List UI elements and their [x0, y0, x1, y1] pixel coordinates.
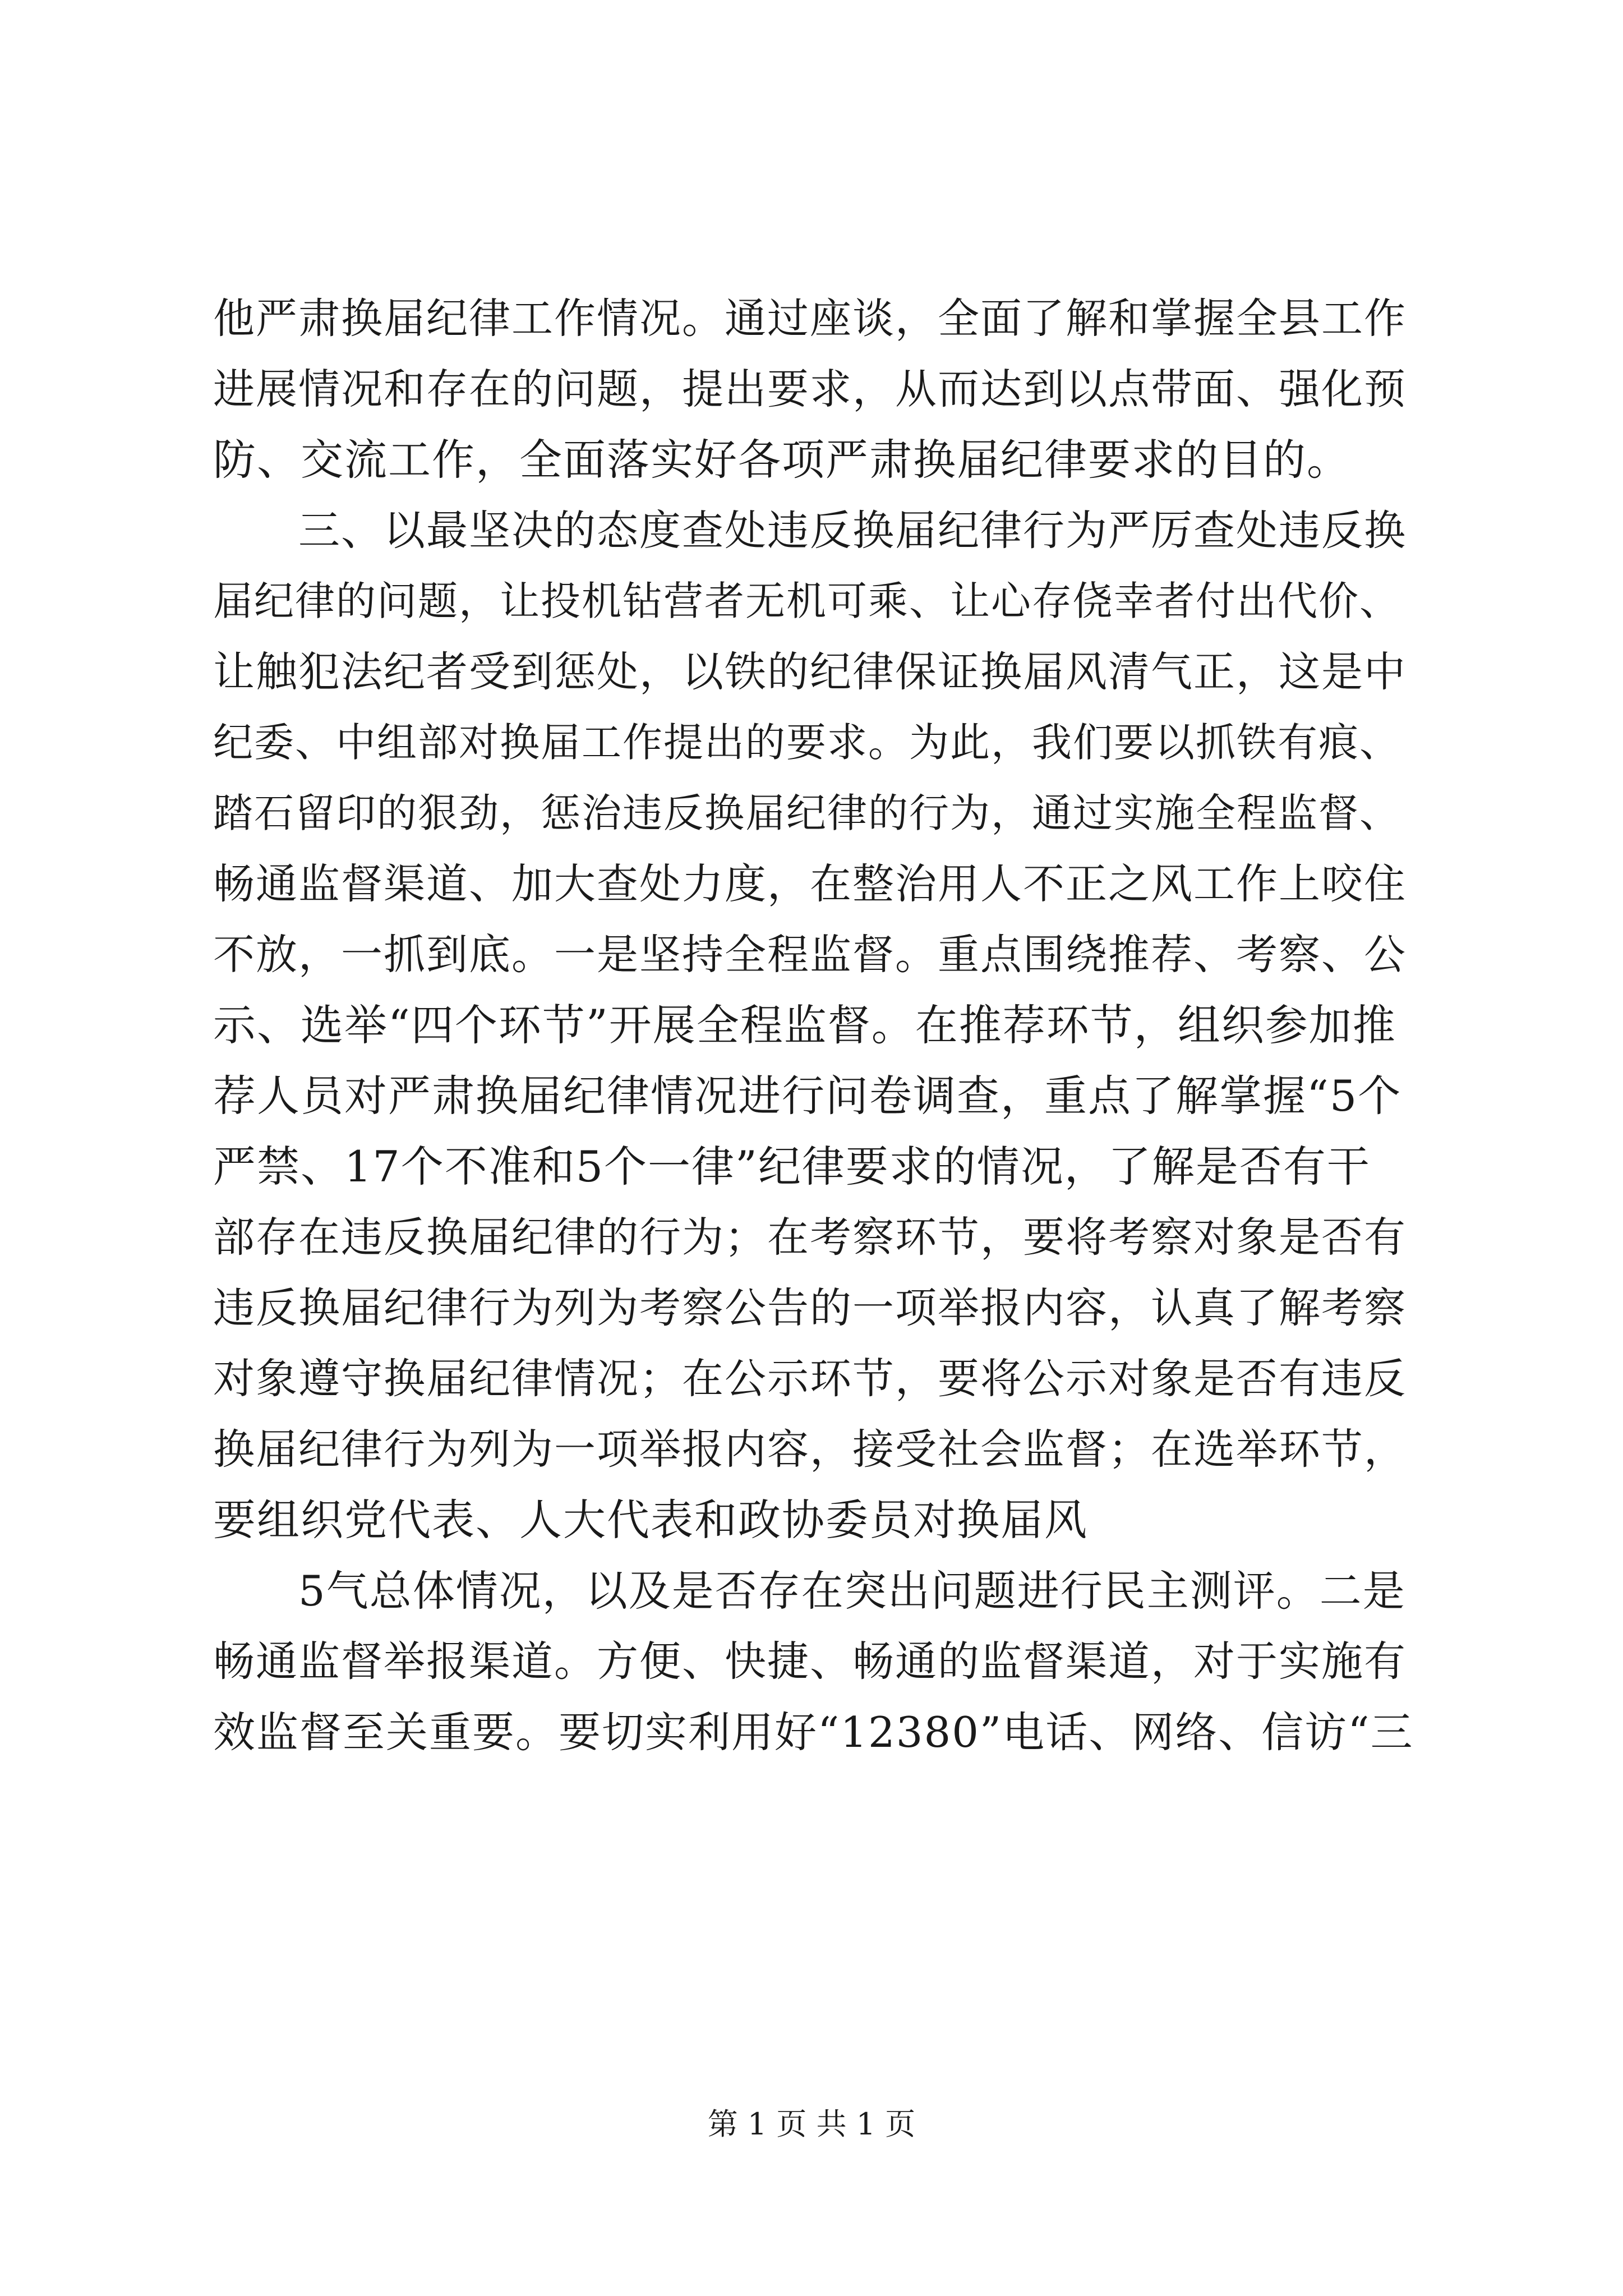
page-footer: 第 1 页 共 1 页	[707, 2106, 916, 2142]
text-line: 他严肃换届纪律工作情况。通过座谈，全面了解和掌握全县工作	[213, 295, 1407, 343]
text-line: 踏石留印的狠劲，惩治违反换届纪律的行为，通过实施全程监督、	[213, 790, 1401, 836]
text-line: 5气总体情况，以及是否存在突出问题进行民主测评。二是	[298, 1566, 1406, 1616]
text-line: 纪委、中组部对换届工作提出的要求。为此，我们要以抓铁有痕、	[213, 719, 1401, 766]
text-line: 荐人员对严肃换届纪律情况进行问卷调查，重点了解掌握“5个	[213, 1071, 1402, 1121]
text-line: 畅通监督渠道、加大查处力度，在整治用人不正之风工作上咬住	[213, 860, 1407, 908]
text-line: 让触犯法纪者受到惩处，以铁的纪律保证换届风清气正，这是中	[213, 648, 1407, 696]
text-line: 防、交流工作，全面落实好各项严肃换届纪律要求的目的。	[213, 435, 1350, 485]
document-body	[213, 283, 1413, 1768]
paragraph	[213, 495, 1413, 1556]
text-line: 三、以最坚决的态度查处违反换届纪律行为严厉查处违反换	[298, 507, 1407, 555]
text-line: 要组织党代表、人大代表和政协委员对换届风	[213, 1495, 1088, 1545]
text-line: 不放，一抓到底。一是坚持全程监督。重点围绕推荐、考察、公	[213, 931, 1407, 979]
text-line: 进展情况和存在的问题，提出要求，从而达到以点带面、强化预	[213, 365, 1407, 413]
text-line: 效监督至关重要。要切实利用好“12380”电话、网络、信访“三	[213, 1708, 1414, 1757]
text-line: 换届纪律行为列为一项举报内容，接受社会监督；在选举环节，	[213, 1425, 1407, 1474]
text-line: 违反换届纪律行为列为考察公告的一项举报内容，认真了解考察	[213, 1284, 1407, 1332]
text-line: 部存在违反换届纪律的行为；在考察环节，要将考察对象是否有	[213, 1213, 1407, 1262]
paragraph	[213, 283, 1413, 495]
text-line: 严禁、17个不准和5个一律”纪律要求的情况，了解是否有干	[213, 1142, 1371, 1191]
text-line: 届纪律的问题，让投机钻营者无机可乘、让心存侥幸者付出代价、	[213, 578, 1401, 624]
text-line: 畅通监督举报渠道。方便、快捷、畅通的监督渠道，对于实施有	[213, 1637, 1407, 1686]
text-line: 示、选举“四个环节”开展全程监督。在推荐环节，组织参加推	[213, 1000, 1396, 1050]
text-line: 对象遵守换届纪律情况；在公示环节，要将公示对象是否有违反	[213, 1355, 1407, 1403]
paragraph	[213, 1556, 1413, 1768]
